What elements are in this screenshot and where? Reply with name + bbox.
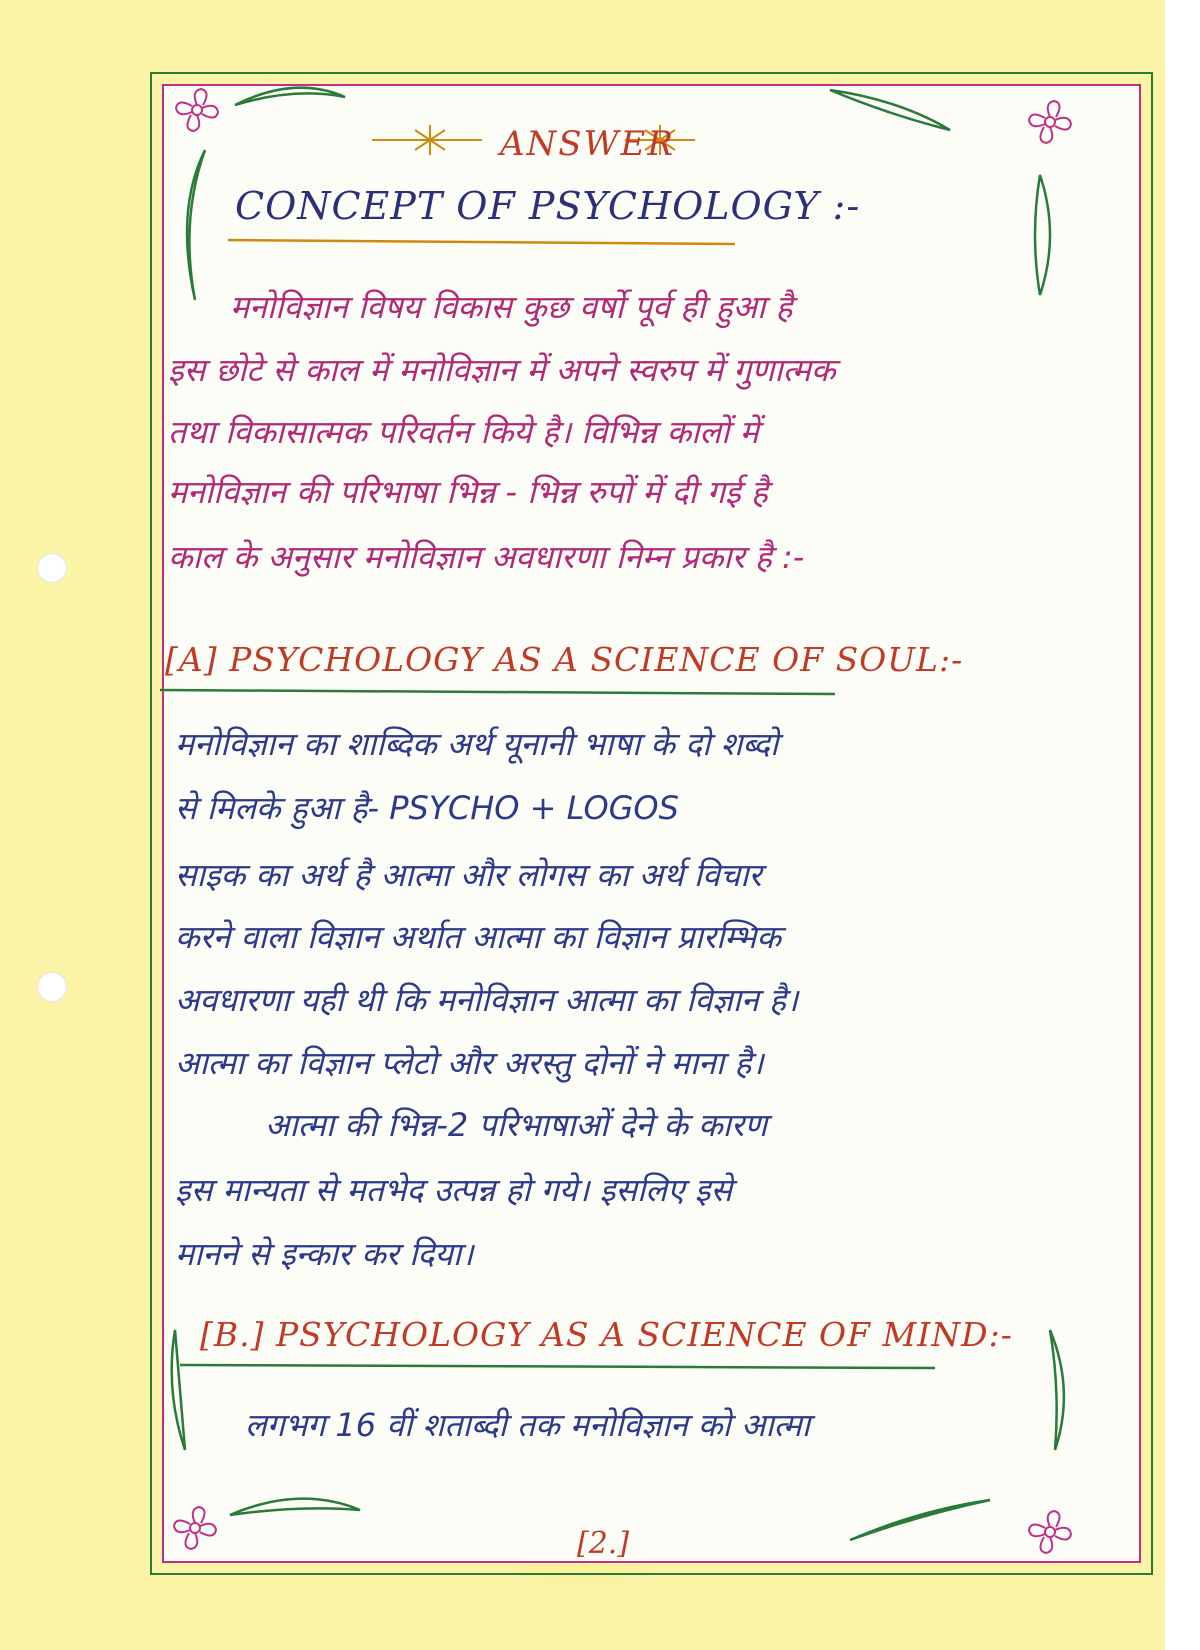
section-a-line: इस मान्यता से मतभेद उत्पन्न हो गये। इसलिए इसे [175, 1171, 733, 1209]
intro-line: मनोविज्ञान की परिभाषा भिन्न - भिन्न रुपों में दी गई है [168, 473, 768, 511]
page-number: [2.] [577, 1526, 630, 1561]
section-b-heading: [B.] PSYCHOLOGY AS A SCIENCE OF MIND:- [200, 1315, 1013, 1354]
section-a-line: मानने से इन्कार कर दिया। [175, 1235, 474, 1273]
section-a-heading: [A] PSYCHOLOGY AS A SCIENCE OF SOUL:- [165, 640, 964, 679]
intro-line: काल के अनुसार मनोविज्ञान अवधारणा निम्न प्रकार है :- [168, 538, 805, 576]
section-a-line: साइक का अर्थ है आत्मा और लोगस का अर्थ विचार [175, 856, 762, 894]
intro-line: मनोविज्ञान विषय विकास कुछ वर्षो पूर्व ही हुआ है [230, 288, 793, 326]
intro-line: इस छोटे से काल में मनोविज्ञान में अपने स्वरुप में गुणात्मक [168, 351, 836, 389]
section-a-line: से मिलके हुआ है- PSYCHO + LOGOS [175, 789, 679, 827]
answer-title: ANSWER [500, 124, 675, 164]
section-a-line: मनोविज्ञान का शाब्दिक अर्थ यूनानी भाषा के दो शब्दो [175, 725, 779, 763]
intro-line: तथा विकासात्मक परिवर्तन किये है। विभिन्न कालों में [168, 413, 759, 451]
page-heading: CONCEPT OF PSYCHOLOGY :- [235, 184, 861, 228]
section-a-line: करने वाला विज्ञान अर्थात आत्मा का विज्ञान प्रारम्भिक [175, 918, 781, 956]
section-a-line: अवधारणा यही थी कि मनोविज्ञान आत्मा का विज्ञान है। [175, 981, 799, 1019]
section-b-line: लगभग 16 वीं शताब्दी तक मनोविज्ञान को आत्मा [245, 1406, 811, 1444]
section-a-line: आत्मा की भिन्न-2 परिभाषाओं देने के कारण [265, 1106, 768, 1144]
section-a-line: आत्मा का विज्ञान प्लेटो और अरस्तु दोनों ने माना है। [175, 1044, 764, 1082]
